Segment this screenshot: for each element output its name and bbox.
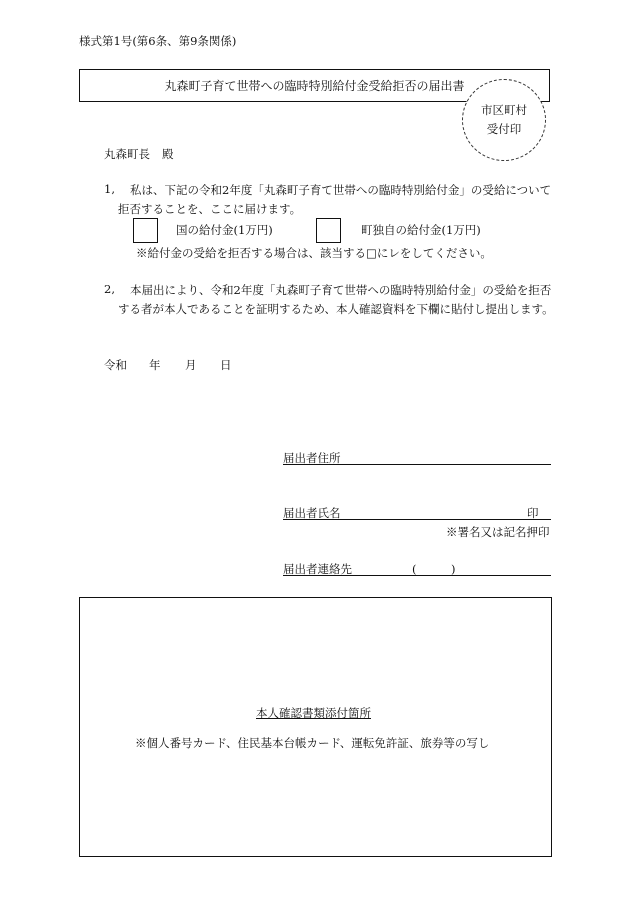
date-month: 月 xyxy=(185,358,197,372)
attachment-note: ※個人番号カード、住民基本台帳カード、運転免許証、旅券等の写し xyxy=(135,736,490,750)
name-label: 届出者氏名 xyxy=(283,506,341,520)
contact-field[interactable] xyxy=(283,561,551,576)
date-year: 年 xyxy=(149,358,161,372)
contact-parentheses: ( ) xyxy=(412,562,456,576)
id-document-attachment-box xyxy=(79,597,552,857)
option-town-label: 町独自の給付金(1万円) xyxy=(361,223,481,237)
date-era: 令和 xyxy=(104,358,127,372)
checkbox-national[interactable] xyxy=(133,218,158,243)
option-national-label: 国の給付金(1万円) xyxy=(176,223,273,237)
attachment-title: 本人確認書類添付箇所 xyxy=(256,706,371,720)
addressee-honorific: 殿 xyxy=(162,147,174,161)
item1-line2: 拒否することを、ここに届けます。 xyxy=(118,202,302,216)
form-number: 様式第1号(第6条、第9条関係) xyxy=(79,34,237,48)
item1-line1: 私は、下記の令和2年度「丸森町子育て世帯への臨時特別給付金」の受給について xyxy=(130,183,552,197)
stamp-line2: 受付印 xyxy=(486,122,522,136)
item1-number: 1, xyxy=(104,182,115,196)
addressee-name: 丸森町長 xyxy=(104,147,150,161)
reception-stamp-circle xyxy=(462,79,546,161)
address-label: 届出者住所 xyxy=(283,451,341,465)
item2-line2: する者が本人であることを証明するため、本人確認資料を下欄に貼付し提出します。 xyxy=(118,302,554,316)
name-field[interactable] xyxy=(283,505,551,520)
item2-number: 2, xyxy=(104,282,115,296)
signature-note: ※署名又は記名押印 xyxy=(446,525,550,539)
item1-note: ※給付金の受給を拒否する場合は、該当する□にレをしてください。 xyxy=(136,246,492,260)
date-day: 日 xyxy=(220,358,232,372)
item2-line1: 本届出により、令和2年度「丸森町子育て世帯への臨時特別給付金」の受給を拒否 xyxy=(130,283,552,297)
form-title: 丸森町子育て世帯への臨時特別給付金受給拒否の届出書 xyxy=(164,79,465,93)
stamp-line1: 市区町村 xyxy=(481,103,527,117)
checkbox-town[interactable] xyxy=(316,218,341,243)
contact-label: 届出者連絡先 xyxy=(283,562,352,576)
address-field[interactable] xyxy=(283,450,551,465)
seal-mark: 印 xyxy=(527,506,539,520)
